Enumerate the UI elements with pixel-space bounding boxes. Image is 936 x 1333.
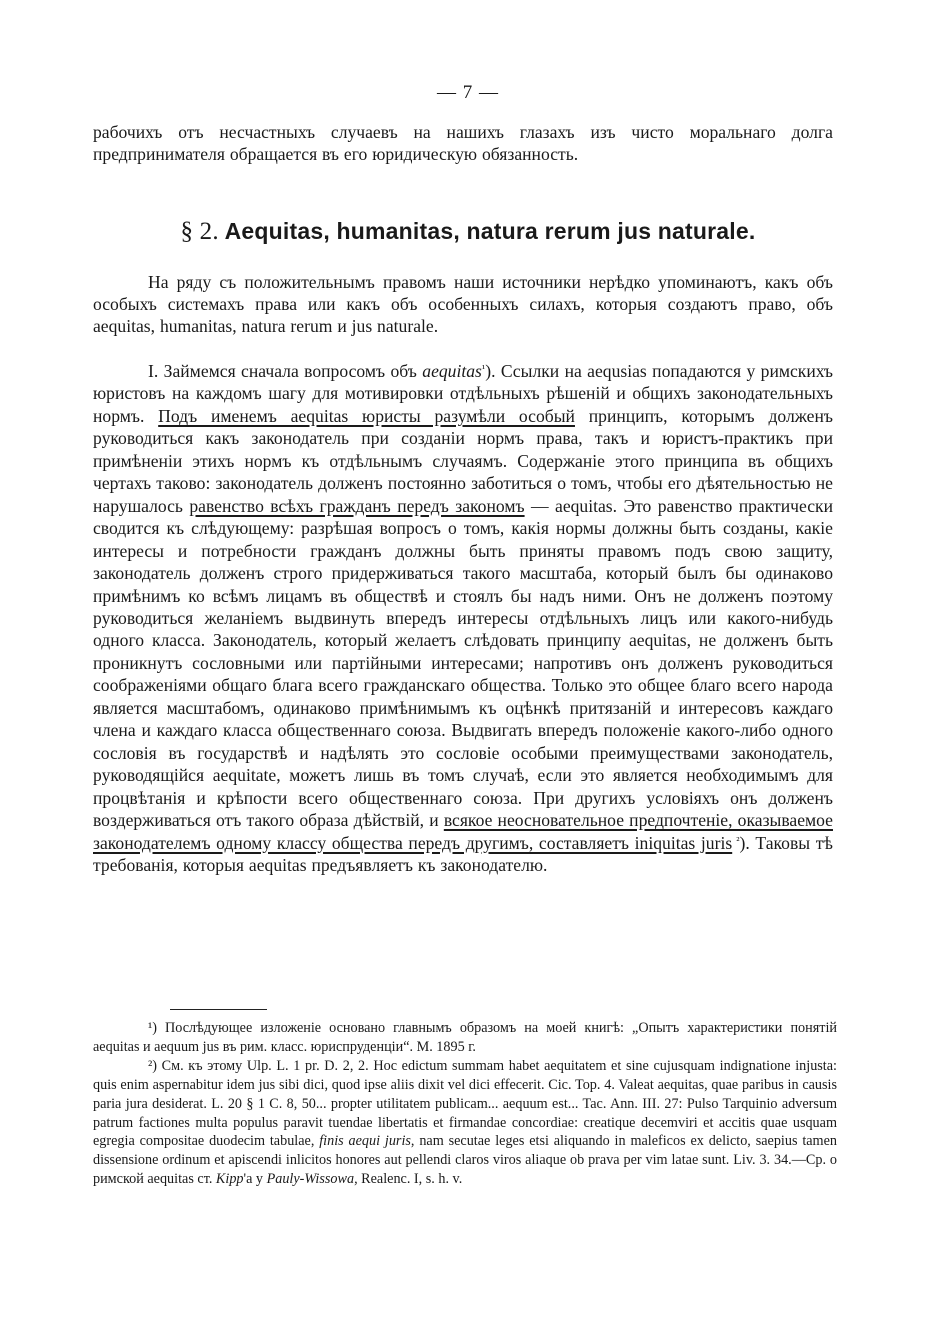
footnote-2-author-pauly: Pauly-Wissowa bbox=[266, 1171, 355, 1188]
section-title: Aequitas, humanitas, natura rerum jus naturale. bbox=[224, 218, 756, 244]
footnote-2-author-kipp: Kipp bbox=[215, 1171, 244, 1188]
footnote-2 bbox=[93, 1057, 837, 1189]
footnote-2-italic-phrase: finis aequi juris bbox=[319, 1133, 411, 1150]
paragraph-1 bbox=[93, 271, 833, 338]
page-number: — 7 — bbox=[437, 82, 499, 103]
aequitas-term: aequitas bbox=[422, 361, 482, 381]
intro-paragraph bbox=[93, 121, 833, 165]
footnote-2-segment-e: 'а у bbox=[243, 1171, 267, 1188]
footnote-2-segment-c: , nam secutae leges etsi aliquando in maleficos ex delicto, saepius tamen dissensione ordinum et apiscendi inlicitos honores aut pellendi claros viros aliaque ob prava per vim latae sunt. Liv. 3. 34.—Ср. о римской aequitas ст. bbox=[93, 1133, 837, 1188]
footnote-ref-1: ¹ bbox=[481, 363, 486, 375]
intro-text: рабочихъ отъ несчастныхъ случаевъ на нашихъ глазахъ изъ чисто моральнаго долга предпринимателя обращается въ его юридическую обязанность. bbox=[93, 122, 833, 165]
footnote-ref-2: ² bbox=[732, 834, 740, 847]
underlined-phrase-3: всякое неосновательное предпочтеніе, оказываемое законодателемъ одному классу общества передъ другимъ, составляетъ iniquitas juris bbox=[93, 810, 833, 853]
p2-segment-d: ). Ссылки на aequsias попадаются у римскихъ юристовъ на каждомъ шагу для мотивировки отдѣльныхъ рѣшеній и общихъ законодательныхъ нормъ. bbox=[93, 361, 833, 426]
footnote-2-segment-g: , Realenc. I, s. h. v. bbox=[354, 1171, 463, 1188]
section-heading bbox=[0, 218, 936, 246]
footnote-2-segment-a: ²) См. къ этому Ulp. L. 1 pr. D. 2, 2. Hoc edictum summam habet aequitatem et sine cujusquam indignatione injusta: quis enim aspernabitur idem jus sibi dici, quod ipse aliis dixit vel dici effecerit. Cic. Top. 4. Valeat aequitas, quae paribus in causis paria jura desiderat. L. 20 § 1 C. 8, 50... propter utilitatem publicam... aequum est... Tac. Ann. III. 27: Pulso Tarquinio adversum patrum factiones multa populus paravit tuendae libertatis et firmandae concordiae: creatique decemviri et accitis quae usquam egregia compositae duodecim tabulae, bbox=[93, 1057, 837, 1150]
underlined-phrase-2: равенство всѣхъ гражданъ передъ закономъ bbox=[189, 495, 525, 516]
footnotes bbox=[93, 1019, 837, 1189]
paragraph-1-text: На ряду съ положительнымъ правомъ наши источники нерѣдко упоминаютъ, какъ объ особыхъ системахъ права или какъ объ особенныхъ силахъ, которыя создаютъ право, объ aequitas, humanitas, natura rerum и jus naturale. bbox=[93, 272, 833, 337]
section-sign: § 2. bbox=[180, 218, 219, 245]
p2-segment-h: — aequitas. Это равенство практически сводится къ слѣдующему: разрѣшая вопросъ о томъ, какія нормы должны быть созданы, какіе интересы и потребности гражданъ должны быть приняты правомъ подъ свою защиту, законодатель долженъ строго придерживаться такого масштаба, который былъ бы одинаково примѣнимъ ко всѣмъ лицамъ въ обществѣ и стоялъ бы надъ ними. Онъ не долженъ поэтому руководиться желаніемъ выдвинуть впередъ интересы отдѣльныхъ лицъ или какого-нибудь одного класса. Законодатель, который желаетъ слѣдовать принципу aequitas, не долженъ быть проникнутъ сословными или партійными интересами; напротивъ онъ долженъ руководиться соображеніями общаго блага всего гражданскаго общества. Только это общее благо всего народа является масштабомъ, одинаково примѣнимымъ къ оцѣнкѣ притязаній и интересовъ каждаго члена и каждаго класса общественнаго союза. Выдвигать впередъ положеніе какого-либо одного сословія въ государствѣ и надѣлять это сословіе особыми преимуществами законодатель, руководящійся aequitate, можетъ лишь въ томъ случаѣ, если это является необходимымъ для процвѣтанія и крѣпости всего общественнаго союза. При другихъ условіяхъ онъ долженъ воздерживаться отъ такого образа дѣйствій, и bbox=[93, 495, 834, 831]
underlined-phrase-1: Подъ именемъ aequitas юристы разумѣли особый bbox=[158, 405, 575, 426]
paragraph-2 bbox=[93, 360, 833, 876]
p2-segment-f: принципъ, которымъ долженъ руководиться какъ законодатель при созданіи нормъ права, такъ и юристъ-практикъ при примѣненіи этихъ нормъ къ отдѣльнымъ случаямъ. Содержаніе этого принципа въ общихъ чертахъ таково: законодатель долженъ постоянно заботиться о томъ, чтобы его дѣятельностью не нарушалось bbox=[93, 405, 833, 516]
p2-segment-k: ). Таковы тѣ требованія, которыя aequitas предъявляетъ къ законодателю. bbox=[93, 832, 833, 875]
p2-segment-a: I. Займемся сначала вопросомъ объ bbox=[148, 361, 423, 381]
footnote-divider bbox=[170, 1009, 267, 1010]
footnote-1: ¹) Послѣдующее изложеніе основано главнымъ образомъ на моей книгѣ: „Опытъ характеристики понятій aequitas и aequum jus въ рим. класс. юриспруденціи“. М. 1895 г. bbox=[93, 1020, 837, 1055]
paragraph-2-text bbox=[93, 360, 833, 876]
